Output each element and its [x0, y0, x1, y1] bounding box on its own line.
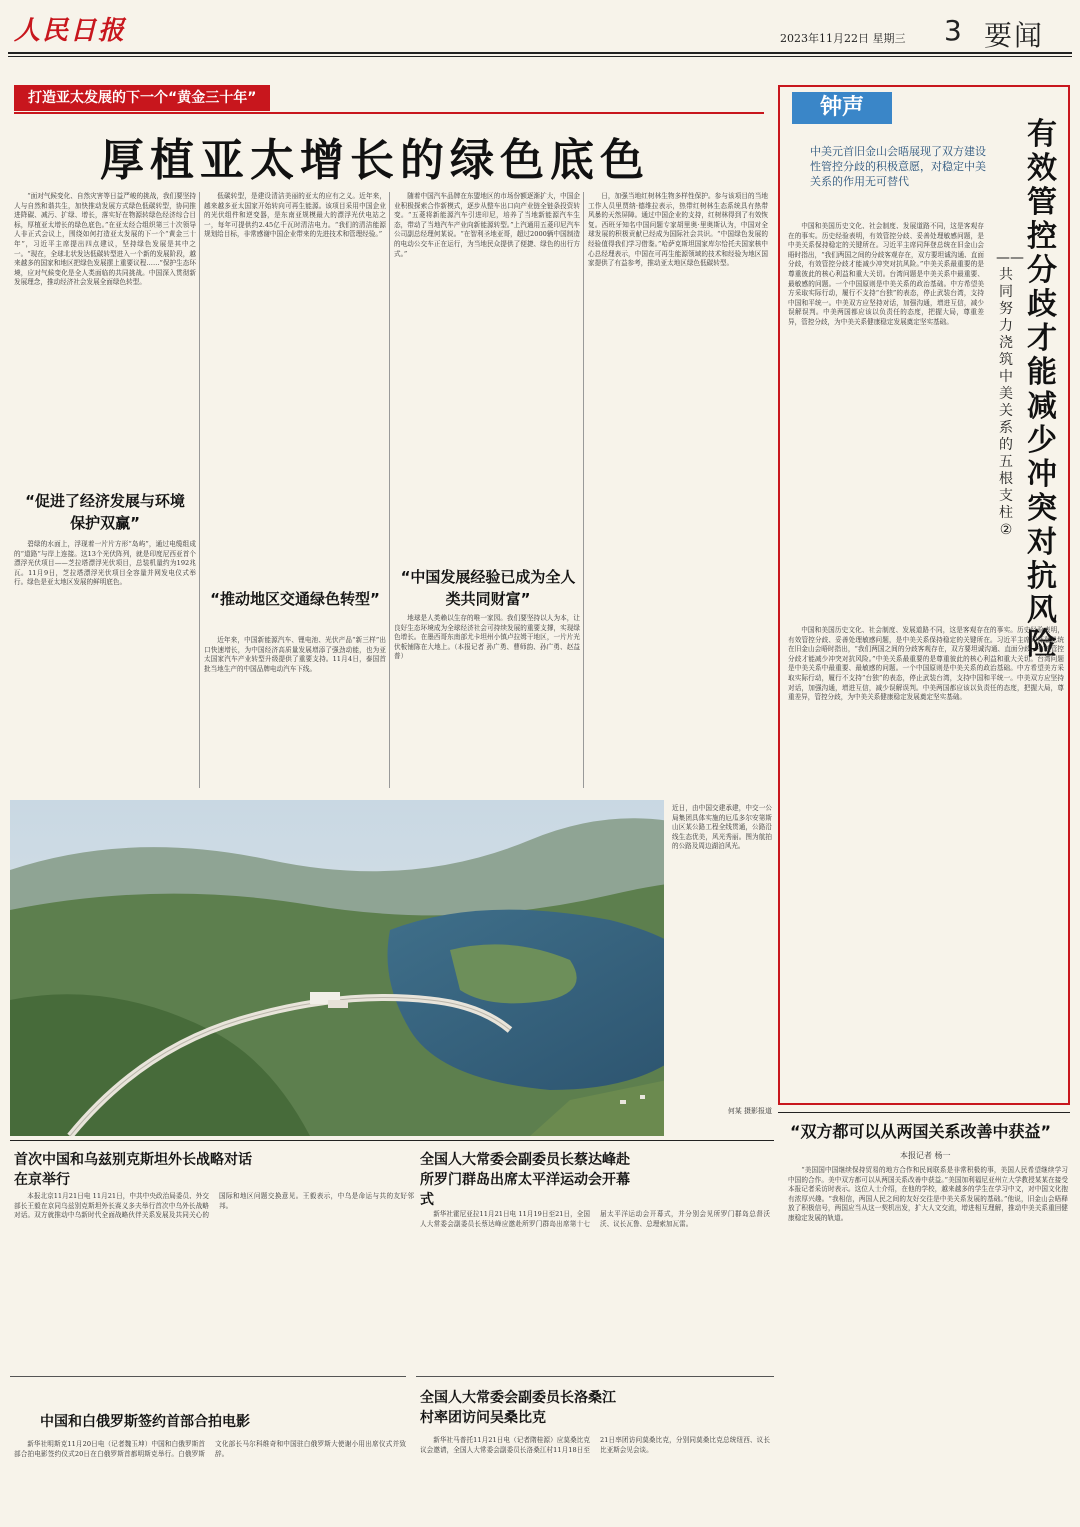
caption-panel — [664, 800, 774, 1136]
article-column-1: “面对气候变化、自然灾害等日益严峻的挑战，我们要坚持人与自然和谐共生，加快推动发展方式绿色低碳转型，协同推进降碳、减污、扩绿、增长，落实好在物源转绿色经济综合目标，厚植亚太增长的绿色底色。”在亚太经合组织第三十次领导人非正式会议上，围绕如何打造亚太发展的下一个“黄金三十年”，习近平主席提出四点建议，坚持绿色发展是其中之一。“现在，全球北状发达低碳转型进入一个新的发展阶段，越来越多的国家和地区把绿色发展摆上重要议程……”保护生态环境，应对气候变化是全人类面临的共同挑战。中国深入贯彻新发展理念，推动经济社会发展全面绿色转型。 — [14, 192, 196, 287]
zhongsheng-badge: 钟声 — [792, 92, 892, 124]
feature-byline: 本报记者 杨一 — [900, 1151, 951, 1160]
feature-rule — [778, 1112, 1070, 1113]
kicker-rule — [14, 112, 764, 114]
article-subhead-2: “推动地区交通绿色转型” — [210, 590, 380, 608]
header-rule-thin — [8, 56, 1072, 57]
page-number: 3 — [944, 14, 962, 47]
header-rule — [8, 52, 1072, 54]
feature-title: “双方都可以从两国关系改善中获益” — [790, 1122, 1052, 1141]
news-body-4: 新华社明斯克11月20日电（记者魏玉坤）中国和白俄罗斯首部合拍电影签约仪式20日在白俄罗斯首都明斯克举行。白俄罗斯文化部长马尔科维奇和中国驻白俄罗斯大使谢小用出席仪式并致辞。 — [14, 1440, 406, 1458]
photo-caption: 近日，由中国交建承建，中交一公局集团具体实施的厄瓜多尔安第斯山区某公路工程全线贯通，公路沿线生态优美，风光秀丽。图为航拍的公路及周边湖泊风光。 — [672, 804, 772, 851]
news-body-3: 新华社马普托11月21日电（记者隋桂源）应莫桑比克议会邀请，全国人大常委会副委员长洛桑江村11月18日至21日率团访问莫桑比克，分别同莫桑比克总统纽西、议长比亚斯会见会谈。 — [420, 1436, 770, 1454]
column-divider — [583, 192, 584, 788]
landscape-photo — [10, 800, 764, 1136]
photo-credit: 何某 摄影报道 — [727, 1107, 772, 1115]
dateline: 2023年11月22日 星期三 — [780, 32, 906, 45]
main-headline: 厚植亚太增长的绿色底色 — [100, 135, 650, 186]
article-subhead-1: “促进了经济发展与环境保护双赢” — [25, 492, 185, 532]
article-column-2: 低碳转型，是建设清洁美丽的亚太的应有之义。近年来，越来越多亚太国家开始转向可再生能源。该项目采用中国企业的光伏组件和逆变器，是东南亚规模最大的漂浮光伏电站之一，每年可提供约2.45亿千瓦时清洁电力。“我们的清洁能源规划给目标，非常感谢中国企业带来的先进技术和管理经验。” — [204, 192, 386, 239]
bottom-rule-2 — [10, 1376, 406, 1377]
news-title-2: 全国人大常委会副委员长蔡达峰赴所罗门群岛出席太平洋运动会开幕式 — [420, 1152, 630, 1208]
column-divider — [389, 192, 390, 788]
article-column-1b: 碧绿的水面上，浮现着一片片方形“岛屿”，通过电缆组成的“道路”与岸上连接。这13个光伏阵列，就是印度尼西亚首个漂浮光伏项目——芝拉塔漂浮光伏项目，总装机量约为192兆瓦。11月9日，芝拉塔漂浮光伏项目全容量并网发电仪式举行。绿色是亚太地区发展的鲜明底色。 — [14, 540, 196, 587]
news-title-4: 中国和白俄罗斯签约首部合拍电影 — [40, 1414, 250, 1430]
news-body-2: 新华社霍尼亚拉11月21日电 11月19日至21日，全国人大常委会副委员长蔡达峰应邀赴所罗门群岛出席第十七届太平洋运动会开幕式，并分别会见所罗门群岛总督沃沃、议长瓦鲁、总理索加瓦雷。 — [420, 1210, 770, 1228]
feature-body: “美国国中国继续保持贸易的地方合作和民间联系是非常积极的事，美国人民希望继续学习中国的合作。美中双方都可以从两国关系改善中获益。”美国加利福尼亚州立大学教授某某在接受本报记者采访时表示。这位人士介绍，在他的学校，越来越多的学生在学习中文，对中国文化抱有浓厚兴趣。“我相信，两国人民之间的友好交往是中美关系发展的基础。”他说，旧金山会晤释放了积极信号，两国应当从这一契机出发，扩大人文交流，增进相互理解，推动中美关系重回健康稳定发展的轨道。 — [788, 1166, 1068, 1222]
news-title-1: 首次中国和乌兹别克斯坦外长战略对话在京举行 — [14, 1152, 252, 1188]
article-column-3: 随着中国汽车品牌在东盟地区的市场份额逐渐扩大，中国企业积极探索合作新模式，逐步从整车出口向产业链全链条投资转变。“五菱将新能源汽车引进印尼，培养了当地新能源汽车生态，带动了当地汽车产业向新能源转型。”上汽通用五菱印尼汽车公司副总经理何某说。“在智利圣地亚哥，超过2000辆中国制造的电动公交车正在运行，为当地民众提供了便捷、绿色的出行方式。” — [394, 192, 580, 258]
bottom-rule-3 — [416, 1376, 774, 1377]
article-column-2b: 近年来，中国新能源汽车、锂电池、光伏产品“新三样”出口快速增长，为中国经济高质量发展增添了强劲动能，也为亚太国家汽车产业转型升级提供了重要支持。11月4日，泰国首批当地生产的中国品牌电动汽车下线。 — [204, 636, 386, 673]
kicker-banner: 打造亚太发展的下一个“黄金三十年” — [14, 85, 270, 111]
masthead-logo: 人民日报 — [14, 16, 127, 46]
commentary-subtitle: ——共同努力浇筑中美关系的五根支柱② — [996, 250, 1024, 538]
article-column-3b: 地球是人类赖以生存的唯一家园。我们要坚持以人为本，让良好生态环境成为全球经济社会可持续发展的重要支撑，实现绿色增长。在墨西哥东南部尤卡坦州小镇卢拉姆干地区，一片片光伏板铺陈在大地上。（本报记者 孙广勇、曹师韵、孙广勇、赵益普） — [394, 614, 580, 661]
commentary-body-top: 中国和美国历史文化、社会制度、发展道路不同，这是客观存在的事实。历史经验表明，有效管控分歧、妥善处理敏感问题，是中美关系保持稳定的关键所在。习近平主席同拜登总统在旧金山会晤时指出，“我们两国之间的分歧客观存在，双方要坦诚沟通、直面分歧，有效管控分歧才能减少冲突对抗风险。”中美关系最重要的是尊重彼此的核心利益和重大关切。台湾问题是中美关系中最重要、最敏感的问题。一个中国原则是中美关系的政治基础。中方希望美方采取实际行动，履行不支持“台独”的表态，停止武装台湾，支持中国和平统一。中美双方应坚持对话，加强沟通，增进互信，减少误解误判。中美两国都应该以负责任的态度，把握大局，尊重差异，管控分歧，为中美关系健康稳定发展奠定坚实基础。 — [788, 222, 984, 326]
commentary-title: 有效管控分歧才能减少冲突对抗风险 — [1027, 117, 1057, 662]
commentary-summary: 中美元首旧金山会晤展现了双方建设性管控分歧的积极意愿，对稳定中美关系的作用无可替代 — [810, 145, 986, 188]
bottom-rule — [10, 1140, 774, 1141]
column-divider — [199, 192, 200, 788]
news-title-3: 全国人大常委会副委员长洛桑江村率团访问吴桑比克 — [420, 1390, 616, 1426]
news-body-1: 本报北京11月21日电 11月21日，中共中央政治局委员、外交部长王毅在京同乌兹别克斯坦外长赛义多夫举行首次中乌外长战略对话。双方就推动中乌新时代全面战略伙伴关系发展及共同关心的国际和地区问题交换意见。王毅表示，中乌是命运与共的友好邻邦。 — [14, 1192, 414, 1220]
article-subhead-3: “中国发展经验已成为全人类共同财富” — [400, 568, 576, 608]
commentary-body: 中国和美国历史文化、社会制度、发展道路不同，这是客观存在的事实。历史经验表明，有效管控分歧、妥善处理敏感问题，是中美关系保持稳定的关键所在。习近平主席同拜登总统在旧金山会晤时指出，“我们两国之间的分歧客观存在，双方要坦诚沟通、直面分歧，有效管控分歧才能减少冲突对抗风险。”中美关系最重要的是尊重彼此的核心利益和重大关切。台湾问题是中美关系中最重要、最敏感的问题。一个中国原则是中美关系的政治基础。中方希望美方采取实际行动，履行不支持“台独”的表态，停止武装台湾，支持中国和平统一。中美双方应坚持对话，加强沟通，增进互信，减少误解误判。中美两国都应该以负责任的态度，把握大局，尊重差异，管控分歧，为中美关系健康稳定发展奠定坚实基础。 — [788, 626, 1064, 702]
section-name: 要闻 — [984, 19, 1045, 52]
article-column-4: 日，加强当地红树林生物多样性保护。参与该项目的当地工作人员里贾纳·德维拉表示，热带红树林生态系统具有热带风暴的天然屏障。通过中国企业的支持，红树林得到了有效恢复。西班牙知名中国问题专家胡里奥·里奥斯认为，中国对全球发展的积极贡献已经成为国际社会共识。“中国绿色发展的经验值得我们学习借鉴。”哈萨克斯坦国家库尔恰托夫国家核中心总经理表示，中国在可再生能源领域的技术和经验为地区国家提供了有益参考，推动亚太地区绿色低碳转型。 — [588, 192, 768, 268]
